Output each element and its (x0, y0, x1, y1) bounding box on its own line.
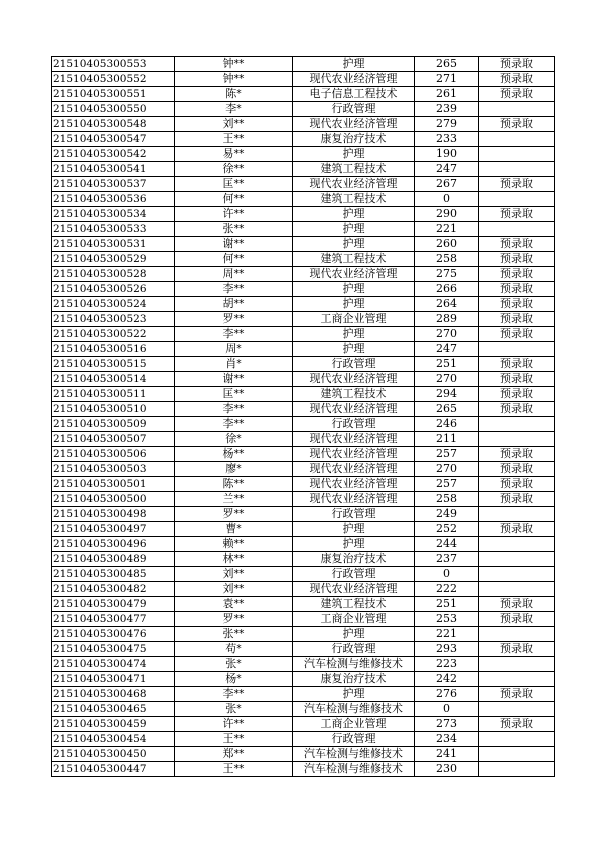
candidate-name-cell: 肖* (175, 357, 293, 372)
candidate-id-cell: 21510405300503 (52, 462, 175, 477)
table-row (52, 747, 555, 762)
status-cell (479, 342, 555, 357)
status-cell: 预录取 (479, 87, 555, 102)
score-cell: 249 (415, 507, 479, 522)
major-cell: 护理 (293, 207, 415, 222)
candidate-name-cell: 袁** (175, 597, 293, 612)
score-cell: 257 (415, 447, 479, 462)
candidate-name-cell: 李** (175, 282, 293, 297)
candidate-name-cell: 兰** (175, 492, 293, 507)
score-cell: 221 (415, 222, 479, 237)
candidate-id-cell: 21510405300541 (52, 162, 175, 177)
score-cell: 257 (415, 477, 479, 492)
major-cell: 护理 (293, 297, 415, 312)
table-row (52, 417, 555, 432)
score-cell: 242 (415, 672, 479, 687)
table-row (52, 132, 555, 147)
table-row (52, 312, 555, 327)
candidate-name-cell: 张* (175, 702, 293, 717)
status-cell: 预录取 (479, 372, 555, 387)
status-cell: 预录取 (479, 117, 555, 132)
status-cell (479, 747, 555, 762)
admission-table-body (52, 57, 555, 777)
candidate-name-cell: 钟** (175, 57, 293, 72)
candidate-id-cell: 21510405300548 (52, 117, 175, 132)
status-cell: 预录取 (479, 282, 555, 297)
score-cell: 290 (415, 207, 479, 222)
major-cell: 护理 (293, 147, 415, 162)
score-cell: 270 (415, 372, 479, 387)
candidate-id-cell: 21510405300551 (52, 87, 175, 102)
major-cell: 汽车检测与维修技术 (293, 762, 415, 777)
candidate-id-cell: 21510405300553 (52, 57, 175, 72)
candidate-id-cell: 21510405300500 (52, 492, 175, 507)
candidate-name-cell: 曹* (175, 522, 293, 537)
major-cell: 建筑工程技术 (293, 192, 415, 207)
major-cell: 行政管理 (293, 507, 415, 522)
status-cell (479, 552, 555, 567)
table-row (52, 507, 555, 522)
status-cell (479, 582, 555, 597)
major-cell: 康复治疗技术 (293, 552, 415, 567)
major-cell: 现代农业经济管理 (293, 177, 415, 192)
major-cell: 现代农业经济管理 (293, 582, 415, 597)
table-row (52, 612, 555, 627)
candidate-id-cell: 21510405300507 (52, 432, 175, 447)
major-cell: 现代农业经济管理 (293, 267, 415, 282)
score-cell: 264 (415, 297, 479, 312)
major-cell: 现代农业经济管理 (293, 447, 415, 462)
score-cell: 221 (415, 627, 479, 642)
major-cell: 汽车检测与维修技术 (293, 702, 415, 717)
candidate-id-cell: 21510405300465 (52, 702, 175, 717)
candidate-name-cell: 杨** (175, 447, 293, 462)
score-cell: 0 (415, 192, 479, 207)
table-row (52, 252, 555, 267)
candidate-id-cell: 21510405300534 (52, 207, 175, 222)
candidate-name-cell: 张* (175, 657, 293, 672)
status-cell (479, 432, 555, 447)
score-cell: 223 (415, 657, 479, 672)
candidate-name-cell: 罗** (175, 612, 293, 627)
major-cell: 现代农业经济管理 (293, 477, 415, 492)
candidate-id-cell: 21510405300537 (52, 177, 175, 192)
table-row (52, 162, 555, 177)
score-cell: 251 (415, 597, 479, 612)
table-row (52, 207, 555, 222)
major-cell: 行政管理 (293, 732, 415, 747)
candidate-id-cell: 21510405300514 (52, 372, 175, 387)
status-cell: 预录取 (479, 402, 555, 417)
major-cell: 行政管理 (293, 417, 415, 432)
status-cell: 预录取 (479, 267, 555, 282)
candidate-id-cell: 21510405300552 (52, 72, 175, 87)
score-cell: 241 (415, 747, 479, 762)
score-cell: 237 (415, 552, 479, 567)
candidate-id-cell: 21510405300496 (52, 537, 175, 552)
candidate-name-cell: 谢** (175, 237, 293, 252)
candidate-name-cell: 陈* (175, 87, 293, 102)
major-cell: 建筑工程技术 (293, 597, 415, 612)
table-row (52, 342, 555, 357)
candidate-id-cell: 21510405300447 (52, 762, 175, 777)
table-row (52, 192, 555, 207)
status-cell: 预录取 (479, 642, 555, 657)
candidate-id-cell: 21510405300506 (52, 447, 175, 462)
candidate-id-cell: 21510405300522 (52, 327, 175, 342)
candidate-id-cell: 21510405300531 (52, 237, 175, 252)
candidate-id-cell: 21510405300489 (52, 552, 175, 567)
major-cell: 汽车检测与维修技术 (293, 747, 415, 762)
status-cell: 预录取 (479, 462, 555, 477)
candidate-id-cell: 21510405300468 (52, 687, 175, 702)
candidate-name-cell: 徐* (175, 432, 293, 447)
score-cell: 260 (415, 237, 479, 252)
table-row (52, 147, 555, 162)
major-cell: 护理 (293, 282, 415, 297)
candidate-id-cell: 21510405300510 (52, 402, 175, 417)
table-row (52, 732, 555, 747)
score-cell: 247 (415, 162, 479, 177)
major-cell: 现代农业经济管理 (293, 432, 415, 447)
status-cell (479, 672, 555, 687)
status-cell: 预录取 (479, 717, 555, 732)
candidate-name-cell: 徐** (175, 162, 293, 177)
major-cell: 行政管理 (293, 102, 415, 117)
status-cell (479, 132, 555, 147)
candidate-name-cell: 匡** (175, 387, 293, 402)
score-cell: 258 (415, 252, 479, 267)
candidate-name-cell: 陈** (175, 477, 293, 492)
table-row (52, 402, 555, 417)
major-cell: 护理 (293, 57, 415, 72)
status-cell (479, 192, 555, 207)
candidate-name-cell: 李** (175, 402, 293, 417)
status-cell (479, 702, 555, 717)
major-cell: 护理 (293, 687, 415, 702)
status-cell: 预录取 (479, 297, 555, 312)
candidate-name-cell: 赖** (175, 537, 293, 552)
table-row (52, 447, 555, 462)
major-cell: 工商企业管理 (293, 312, 415, 327)
candidate-id-cell: 21510405300498 (52, 507, 175, 522)
major-cell: 护理 (293, 327, 415, 342)
status-cell: 预录取 (479, 237, 555, 252)
candidate-id-cell: 21510405300523 (52, 312, 175, 327)
table-row (52, 177, 555, 192)
status-cell: 预录取 (479, 252, 555, 267)
status-cell (479, 222, 555, 237)
status-cell: 预录取 (479, 57, 555, 72)
table-row (52, 387, 555, 402)
table-row (52, 717, 555, 732)
table-row (52, 267, 555, 282)
candidate-name-cell: 匡** (175, 177, 293, 192)
status-cell: 预录取 (479, 612, 555, 627)
score-cell: 258 (415, 492, 479, 507)
candidate-id-cell: 21510405300476 (52, 627, 175, 642)
candidate-id-cell: 21510405300511 (52, 387, 175, 402)
major-cell: 护理 (293, 342, 415, 357)
status-cell (479, 627, 555, 642)
candidate-id-cell: 21510405300529 (52, 252, 175, 267)
table-row (52, 672, 555, 687)
candidate-id-cell: 21510405300509 (52, 417, 175, 432)
major-cell: 建筑工程技术 (293, 252, 415, 267)
major-cell: 电子信息工程技术 (293, 87, 415, 102)
candidate-id-cell: 21510405300501 (52, 477, 175, 492)
candidate-name-cell: 廖* (175, 462, 293, 477)
major-cell: 护理 (293, 627, 415, 642)
candidate-name-cell: 许** (175, 207, 293, 222)
table-row (52, 597, 555, 612)
major-cell: 康复治疗技术 (293, 132, 415, 147)
score-cell: 0 (415, 702, 479, 717)
table-row (52, 102, 555, 117)
major-cell: 行政管理 (293, 357, 415, 372)
candidate-id-cell: 21510405300482 (52, 582, 175, 597)
score-cell: 233 (415, 132, 479, 147)
candidate-name-cell: 李** (175, 327, 293, 342)
score-cell: 211 (415, 432, 479, 447)
table-row (52, 357, 555, 372)
table-row (52, 57, 555, 72)
status-cell: 预录取 (479, 477, 555, 492)
candidate-name-cell: 周* (175, 342, 293, 357)
score-cell: 230 (415, 762, 479, 777)
status-cell (479, 657, 555, 672)
table-row (52, 72, 555, 87)
score-cell: 246 (415, 417, 479, 432)
score-cell: 234 (415, 732, 479, 747)
candidate-name-cell: 许** (175, 717, 293, 732)
score-cell: 294 (415, 387, 479, 402)
status-cell (479, 417, 555, 432)
major-cell: 康复治疗技术 (293, 672, 415, 687)
candidate-id-cell: 21510405300516 (52, 342, 175, 357)
table-row (52, 492, 555, 507)
status-cell: 预录取 (479, 357, 555, 372)
status-cell: 预录取 (479, 387, 555, 402)
table-row (52, 762, 555, 777)
score-cell: 222 (415, 582, 479, 597)
candidate-name-cell: 刘** (175, 567, 293, 582)
major-cell: 现代农业经济管理 (293, 72, 415, 87)
major-cell: 汽车检测与维修技术 (293, 657, 415, 672)
candidate-id-cell: 21510405300542 (52, 147, 175, 162)
major-cell: 护理 (293, 522, 415, 537)
table-row (52, 327, 555, 342)
score-cell: 261 (415, 87, 479, 102)
candidate-name-cell: 谢** (175, 372, 293, 387)
score-cell: 190 (415, 147, 479, 162)
status-cell (479, 537, 555, 552)
major-cell: 建筑工程技术 (293, 162, 415, 177)
admission-table (51, 56, 555, 777)
table-row (52, 477, 555, 492)
table-row (52, 522, 555, 537)
candidate-name-cell: 张** (175, 222, 293, 237)
score-cell: 273 (415, 717, 479, 732)
status-cell: 预录取 (479, 207, 555, 222)
table-row (52, 537, 555, 552)
score-cell: 267 (415, 177, 479, 192)
major-cell: 护理 (293, 237, 415, 252)
candidate-id-cell: 21510405300485 (52, 567, 175, 582)
score-cell: 253 (415, 612, 479, 627)
score-cell: 265 (415, 402, 479, 417)
candidate-name-cell: 王** (175, 132, 293, 147)
candidate-name-cell: 郑** (175, 747, 293, 762)
candidate-name-cell: 张** (175, 627, 293, 642)
candidate-name-cell: 李** (175, 417, 293, 432)
table-row (52, 222, 555, 237)
table-row (52, 432, 555, 447)
score-cell: 239 (415, 102, 479, 117)
major-cell: 建筑工程技术 (293, 387, 415, 402)
table-row (52, 282, 555, 297)
candidate-id-cell: 21510405300459 (52, 717, 175, 732)
candidate-name-cell: 罗** (175, 507, 293, 522)
score-cell: 270 (415, 462, 479, 477)
candidate-name-cell: 刘** (175, 117, 293, 132)
score-cell: 247 (415, 342, 479, 357)
score-cell: 270 (415, 327, 479, 342)
status-cell: 预录取 (479, 522, 555, 537)
status-cell: 预录取 (479, 312, 555, 327)
candidate-name-cell: 李** (175, 687, 293, 702)
candidate-name-cell: 王** (175, 762, 293, 777)
major-cell: 工商企业管理 (293, 612, 415, 627)
candidate-name-cell: 刘** (175, 582, 293, 597)
major-cell: 现代农业经济管理 (293, 372, 415, 387)
major-cell: 现代农业经济管理 (293, 402, 415, 417)
score-cell: 293 (415, 642, 479, 657)
score-cell: 271 (415, 72, 479, 87)
candidate-name-cell: 李* (175, 102, 293, 117)
candidate-id-cell: 21510405300550 (52, 102, 175, 117)
candidate-name-cell: 胡** (175, 297, 293, 312)
score-cell: 251 (415, 357, 479, 372)
candidate-id-cell: 21510405300475 (52, 642, 175, 657)
table-row (52, 462, 555, 477)
score-cell: 244 (415, 537, 479, 552)
table-row (52, 372, 555, 387)
candidate-name-cell: 杨* (175, 672, 293, 687)
score-cell: 265 (415, 57, 479, 72)
status-cell (479, 162, 555, 177)
major-cell: 行政管理 (293, 642, 415, 657)
status-cell (479, 147, 555, 162)
score-cell: 275 (415, 267, 479, 282)
candidate-id-cell: 21510405300528 (52, 267, 175, 282)
table-row (52, 117, 555, 132)
status-cell: 预录取 (479, 177, 555, 192)
candidate-id-cell: 21510405300526 (52, 282, 175, 297)
candidate-id-cell: 21510405300474 (52, 657, 175, 672)
status-cell: 预录取 (479, 72, 555, 87)
major-cell: 现代农业经济管理 (293, 117, 415, 132)
major-cell: 现代农业经济管理 (293, 492, 415, 507)
table-row (52, 87, 555, 102)
table-row (52, 552, 555, 567)
candidate-id-cell: 21510405300450 (52, 747, 175, 762)
score-cell: 279 (415, 117, 479, 132)
table-row (52, 627, 555, 642)
score-cell: 266 (415, 282, 479, 297)
status-cell (479, 507, 555, 522)
table-row (52, 642, 555, 657)
candidate-id-cell: 21510405300477 (52, 612, 175, 627)
major-cell: 护理 (293, 537, 415, 552)
candidate-id-cell: 21510405300533 (52, 222, 175, 237)
score-cell: 276 (415, 687, 479, 702)
table-row (52, 582, 555, 597)
candidate-name-cell: 苟* (175, 642, 293, 657)
table-row (52, 297, 555, 312)
major-cell: 护理 (293, 222, 415, 237)
score-cell: 0 (415, 567, 479, 582)
status-cell (479, 762, 555, 777)
candidate-id-cell: 21510405300454 (52, 732, 175, 747)
table-row (52, 702, 555, 717)
status-cell (479, 567, 555, 582)
major-cell: 行政管理 (293, 567, 415, 582)
candidate-name-cell: 钟** (175, 72, 293, 87)
candidate-name-cell: 林** (175, 552, 293, 567)
table-row (52, 687, 555, 702)
candidate-id-cell: 21510405300471 (52, 672, 175, 687)
status-cell: 预录取 (479, 597, 555, 612)
table-row (52, 567, 555, 582)
candidate-id-cell: 21510405300497 (52, 522, 175, 537)
candidate-id-cell: 21510405300524 (52, 297, 175, 312)
major-cell: 工商企业管理 (293, 717, 415, 732)
table-row (52, 237, 555, 252)
candidate-name-cell: 何** (175, 252, 293, 267)
candidate-name-cell: 罗** (175, 312, 293, 327)
candidate-name-cell: 何** (175, 192, 293, 207)
candidate-name-cell: 周** (175, 267, 293, 282)
status-cell (479, 102, 555, 117)
score-cell: 289 (415, 312, 479, 327)
candidate-name-cell: 王** (175, 732, 293, 747)
candidate-id-cell: 21510405300536 (52, 192, 175, 207)
status-cell: 预录取 (479, 327, 555, 342)
score-cell: 252 (415, 522, 479, 537)
candidate-id-cell: 21510405300547 (52, 132, 175, 147)
status-cell: 预录取 (479, 492, 555, 507)
candidate-name-cell: 易** (175, 147, 293, 162)
status-cell: 预录取 (479, 687, 555, 702)
candidate-id-cell: 21510405300515 (52, 357, 175, 372)
status-cell (479, 732, 555, 747)
status-cell: 预录取 (479, 447, 555, 462)
table-row (52, 657, 555, 672)
candidate-id-cell: 21510405300479 (52, 597, 175, 612)
major-cell: 现代农业经济管理 (293, 462, 415, 477)
